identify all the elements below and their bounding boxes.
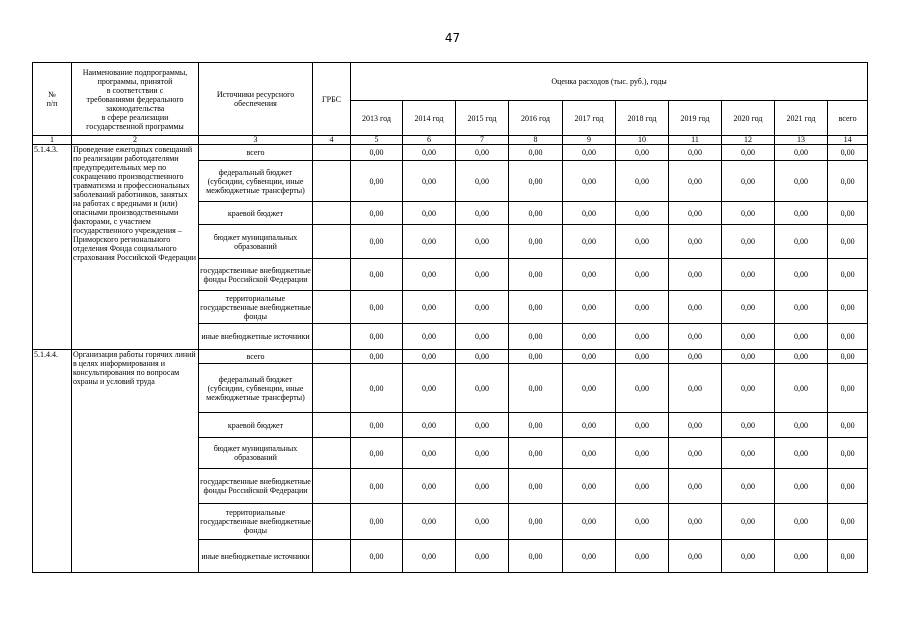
year-value: 0,00	[616, 438, 669, 469]
total-value: 0,00	[828, 350, 868, 364]
year-value: 0,00	[722, 540, 775, 573]
year-value: 0,00	[775, 413, 828, 438]
year-value: 0,00	[775, 145, 828, 161]
item-name: Организация работы горячих линий в целях информирования и консультирования по вопросам охраны и условий труда	[72, 350, 199, 573]
year-value: 0,00	[403, 324, 456, 350]
total-value: 0,00	[828, 259, 868, 291]
year-value: 0,00	[616, 324, 669, 350]
year-value: 0,00	[669, 324, 722, 350]
year-value: 0,00	[509, 364, 563, 413]
header-total: всего	[828, 101, 868, 136]
year-value: 0,00	[722, 469, 775, 504]
year-value: 0,00	[403, 161, 456, 202]
year-value: 0,00	[403, 504, 456, 540]
year-value: 0,00	[403, 145, 456, 161]
column-number: 14	[828, 136, 868, 145]
year-value: 0,00	[775, 324, 828, 350]
year-value: 0,00	[351, 324, 403, 350]
year-value: 0,00	[563, 145, 616, 161]
grbs-cell	[313, 364, 351, 413]
year-value: 0,00	[563, 225, 616, 259]
funding-source: бюджет муниципальных образований	[199, 225, 313, 259]
funding-source: краевой бюджет	[199, 413, 313, 438]
funding-source: иные внебюджетные источники	[199, 324, 313, 350]
year-value: 0,00	[351, 438, 403, 469]
header-year: 2021 год	[775, 101, 828, 136]
total-value: 0,00	[828, 291, 868, 324]
year-value: 0,00	[616, 540, 669, 573]
year-value: 0,00	[456, 540, 509, 573]
table-row	[33, 350, 868, 364]
header-year: 2017 год	[563, 101, 616, 136]
grbs-cell	[313, 145, 351, 161]
year-value: 0,00	[563, 438, 616, 469]
year-value: 0,00	[616, 225, 669, 259]
year-value: 0,00	[351, 364, 403, 413]
year-value: 0,00	[456, 225, 509, 259]
year-value: 0,00	[669, 504, 722, 540]
grbs-cell	[313, 504, 351, 540]
year-value: 0,00	[456, 364, 509, 413]
funding-source: всего	[199, 145, 313, 161]
year-value: 0,00	[722, 438, 775, 469]
total-value: 0,00	[828, 324, 868, 350]
year-value: 0,00	[509, 504, 563, 540]
funding-source: федеральный бюджет (субсидии, субвенции, иные межбюджетные трансферты)	[199, 161, 313, 202]
grbs-cell	[313, 259, 351, 291]
year-value: 0,00	[563, 324, 616, 350]
year-value: 0,00	[775, 202, 828, 225]
year-value: 0,00	[775, 259, 828, 291]
year-value: 0,00	[669, 291, 722, 324]
total-value: 0,00	[828, 469, 868, 504]
year-value: 0,00	[775, 540, 828, 573]
total-value: 0,00	[828, 504, 868, 540]
year-value: 0,00	[403, 469, 456, 504]
year-value: 0,00	[509, 202, 563, 225]
year-value: 0,00	[351, 291, 403, 324]
year-value: 0,00	[722, 291, 775, 324]
year-value: 0,00	[403, 413, 456, 438]
column-number: 5	[351, 136, 403, 145]
year-value: 0,00	[509, 469, 563, 504]
column-numbers-row	[33, 136, 868, 145]
year-value: 0,00	[403, 202, 456, 225]
year-value: 0,00	[616, 350, 669, 364]
year-value: 0,00	[456, 145, 509, 161]
column-number: 9	[563, 136, 616, 145]
year-value: 0,00	[722, 161, 775, 202]
year-value: 0,00	[775, 504, 828, 540]
year-value: 0,00	[509, 145, 563, 161]
total-value: 0,00	[828, 438, 868, 469]
header-year: 2015 год	[456, 101, 509, 136]
year-value: 0,00	[669, 350, 722, 364]
year-value: 0,00	[563, 291, 616, 324]
column-number: 13	[775, 136, 828, 145]
year-value: 0,00	[616, 259, 669, 291]
table-body	[33, 145, 868, 573]
year-value: 0,00	[563, 350, 616, 364]
year-value: 0,00	[775, 161, 828, 202]
year-value: 0,00	[616, 202, 669, 225]
year-value: 0,00	[775, 291, 828, 324]
year-value: 0,00	[775, 469, 828, 504]
column-number: 10	[616, 136, 669, 145]
year-value: 0,00	[722, 350, 775, 364]
year-value: 0,00	[722, 225, 775, 259]
year-value: 0,00	[775, 225, 828, 259]
year-value: 0,00	[722, 324, 775, 350]
year-value: 0,00	[616, 413, 669, 438]
column-number: 11	[669, 136, 722, 145]
year-value: 0,00	[509, 225, 563, 259]
funding-source: краевой бюджет	[199, 202, 313, 225]
column-number: 6	[403, 136, 456, 145]
year-value: 0,00	[669, 145, 722, 161]
year-value: 0,00	[456, 438, 509, 469]
year-value: 0,00	[509, 413, 563, 438]
year-value: 0,00	[563, 469, 616, 504]
year-value: 0,00	[509, 291, 563, 324]
header-grbs: ГРБС	[313, 63, 351, 136]
year-value: 0,00	[616, 291, 669, 324]
year-value: 0,00	[669, 364, 722, 413]
year-value: 0,00	[722, 259, 775, 291]
grbs-cell	[313, 225, 351, 259]
year-value: 0,00	[509, 438, 563, 469]
header-year: 2019 год	[669, 101, 722, 136]
year-value: 0,00	[669, 225, 722, 259]
year-value: 0,00	[403, 364, 456, 413]
grbs-cell	[313, 413, 351, 438]
year-value: 0,00	[616, 145, 669, 161]
year-value: 0,00	[509, 540, 563, 573]
total-value: 0,00	[828, 540, 868, 573]
column-number: 7	[456, 136, 509, 145]
year-value: 0,00	[669, 438, 722, 469]
column-number: 3	[199, 136, 313, 145]
year-value: 0,00	[722, 202, 775, 225]
grbs-cell	[313, 469, 351, 504]
column-number: 12	[722, 136, 775, 145]
year-value: 0,00	[563, 161, 616, 202]
year-value: 0,00	[563, 413, 616, 438]
year-value: 0,00	[351, 202, 403, 225]
funding-source: государственные внебюджетные фонды Российской Федерации	[199, 259, 313, 291]
total-value: 0,00	[828, 364, 868, 413]
item-number: 5.1.4.4.	[33, 350, 72, 573]
grbs-cell	[313, 161, 351, 202]
column-number: 8	[509, 136, 563, 145]
year-value: 0,00	[456, 202, 509, 225]
grbs-cell	[313, 202, 351, 225]
year-value: 0,00	[403, 540, 456, 573]
year-value: 0,00	[351, 225, 403, 259]
year-value: 0,00	[351, 469, 403, 504]
year-value: 0,00	[403, 225, 456, 259]
year-value: 0,00	[669, 202, 722, 225]
year-value: 0,00	[456, 324, 509, 350]
year-value: 0,00	[669, 413, 722, 438]
year-value: 0,00	[351, 540, 403, 573]
header-year: 2013 год	[351, 101, 403, 136]
year-value: 0,00	[456, 504, 509, 540]
year-value: 0,00	[403, 438, 456, 469]
year-value: 0,00	[775, 438, 828, 469]
header-year: 2016 год	[509, 101, 563, 136]
year-value: 0,00	[456, 161, 509, 202]
year-value: 0,00	[669, 469, 722, 504]
year-value: 0,00	[616, 364, 669, 413]
year-value: 0,00	[456, 413, 509, 438]
header-estimate: Оценка расходов (тыс. руб.), годы	[351, 63, 868, 101]
column-number: 2	[72, 136, 199, 145]
grbs-cell	[313, 291, 351, 324]
year-value: 0,00	[563, 259, 616, 291]
year-value: 0,00	[563, 540, 616, 573]
year-value: 0,00	[669, 540, 722, 573]
year-value: 0,00	[722, 364, 775, 413]
total-value: 0,00	[828, 202, 868, 225]
year-value: 0,00	[351, 413, 403, 438]
year-value: 0,00	[563, 504, 616, 540]
year-value: 0,00	[456, 469, 509, 504]
column-number: 1	[33, 136, 72, 145]
item-number: 5.1.4.3.	[33, 145, 72, 350]
grbs-cell	[313, 438, 351, 469]
column-number: 4	[313, 136, 351, 145]
year-value: 0,00	[456, 259, 509, 291]
funding-source: территориальные государственные внебюджетные фонды	[199, 291, 313, 324]
header-name: Наименование подпрограммы, программы, принятой в соответствии с требованиями федерального законодательства в сфере реализации государственной программы	[72, 63, 199, 136]
year-value: 0,00	[456, 350, 509, 364]
header-year: 2014 год	[403, 101, 456, 136]
header-num: № п/п	[33, 63, 72, 136]
header-source: Источники ресурсного обеспечения	[199, 63, 313, 136]
year-value: 0,00	[351, 161, 403, 202]
year-value: 0,00	[669, 161, 722, 202]
funding-source: бюджет муниципальных образований	[199, 438, 313, 469]
year-value: 0,00	[563, 364, 616, 413]
year-value: 0,00	[509, 259, 563, 291]
year-value: 0,00	[403, 350, 456, 364]
year-value: 0,00	[509, 161, 563, 202]
grbs-cell	[313, 324, 351, 350]
year-value: 0,00	[403, 259, 456, 291]
year-value: 0,00	[722, 504, 775, 540]
year-value: 0,00	[669, 259, 722, 291]
funding-source: федеральный бюджет (субсидии, субвенции, иные межбюджетные трансферты)	[199, 364, 313, 413]
table-row	[33, 145, 868, 161]
funding-source: всего	[199, 350, 313, 364]
year-value: 0,00	[616, 504, 669, 540]
total-value: 0,00	[828, 161, 868, 202]
year-value: 0,00	[616, 469, 669, 504]
year-value: 0,00	[456, 291, 509, 324]
year-value: 0,00	[509, 324, 563, 350]
funding-source: территориальные государственные внебюджетные фонды	[199, 504, 313, 540]
year-value: 0,00	[775, 364, 828, 413]
year-value: 0,00	[563, 202, 616, 225]
year-value: 0,00	[351, 259, 403, 291]
year-value: 0,00	[403, 291, 456, 324]
year-value: 0,00	[351, 350, 403, 364]
total-value: 0,00	[828, 413, 868, 438]
year-value: 0,00	[722, 145, 775, 161]
header-year: 2018 год	[616, 101, 669, 136]
year-value: 0,00	[351, 145, 403, 161]
year-value: 0,00	[616, 161, 669, 202]
funding-source: государственные внебюджетные фонды Российской Федерации	[199, 469, 313, 504]
total-value: 0,00	[828, 145, 868, 161]
budget-table	[32, 62, 868, 573]
header-year: 2020 год	[722, 101, 775, 136]
year-value: 0,00	[775, 350, 828, 364]
grbs-cell	[313, 540, 351, 573]
year-value: 0,00	[509, 350, 563, 364]
total-value: 0,00	[828, 225, 868, 259]
grbs-cell	[313, 350, 351, 364]
item-name: Проведение ежегодных совещаний по реализации работодателями предупредительных мер по сокращению производственного травматизма и профессиональных заболеваний работников, занятых на работах с вредными и (или) опасными производственными факторами, с участием государственного учреждения – Приморского регионального отделения Фонда социального страхования Российской Федерации	[72, 145, 199, 350]
page-number: 47	[444, 31, 461, 45]
funding-source: иные внебюджетные источники	[199, 540, 313, 573]
year-value: 0,00	[351, 504, 403, 540]
year-value: 0,00	[722, 413, 775, 438]
